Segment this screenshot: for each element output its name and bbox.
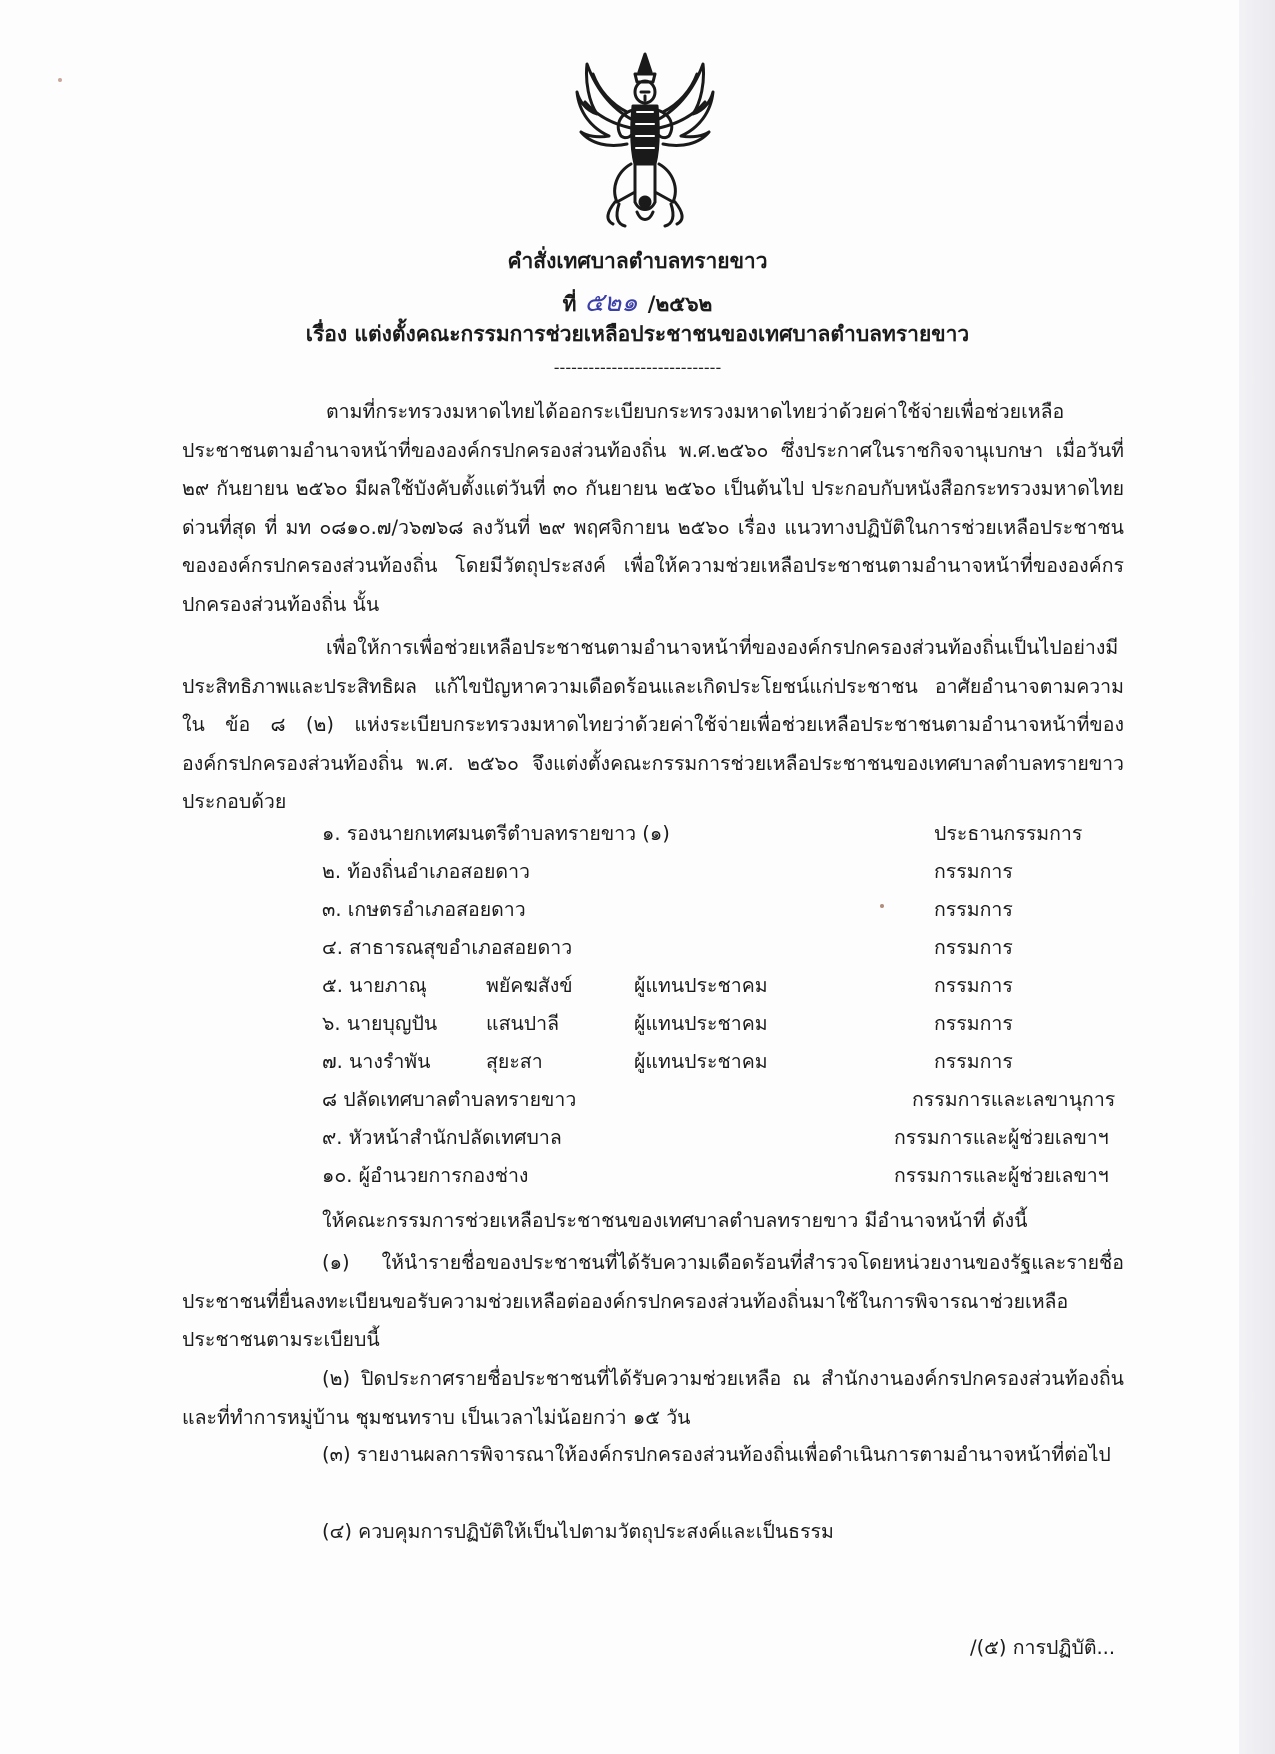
committee-member: [322, 970, 1122, 1008]
order-title: คำสั่งเทศบาลตำบลทรายขาว: [507, 249, 768, 273]
member-name: ๘ ปลัดเทศบาลตำบลทรายขาว: [322, 1088, 577, 1111]
duty-item: (๒) ปิดประกาศรายชื่อประชาชนที่ได้รับความช่วยเหลือ ณ สำนักงานองค์กรปกครองส่วนท้องถิ่นและที่ทำการหมู่บ้าน ชุมชนทราบ เป็นเวลาไม่น้อยกว่า ๑๕ วัน: [182, 1367, 1124, 1429]
member-representative: ผู้แทนประชาคม: [634, 974, 768, 997]
member-name: ๑๐. ผู้อำนวยการกองช่าง: [322, 1164, 529, 1187]
member-representative: ผู้แทนประชาคม: [634, 1012, 768, 1035]
member-role: กรรมการ: [934, 860, 1013, 883]
duty-item: (๓) รายงานผลการพิจารณาให้องค์กรปกครองส่วนท้องถิ่นเพื่อดำเนินการตามอำนาจหน้าที่ต่อไป: [322, 1443, 1111, 1466]
handwritten-number: ๕๒๑: [584, 288, 638, 318]
committee-member: [322, 818, 1122, 856]
member-role: กรรมการและเลขานุการ: [912, 1088, 1116, 1111]
order-subject: เรื่อง แต่งตั้งคณะกรรมการช่วยเหลือประชาชนของเทศบาลตำบลทรายขาว: [305, 322, 970, 346]
duty-item: (๑) ให้นำรายชื่อของประชาชนที่ได้รับความเดือดร้อนที่สำรวจโดยหน่วยงานของรัฐและรายชื่อประชาชนที่ยื่นลงทะเบียนขอรับความช่วยเหลือต่อองค์กรปกครองส่วนท้องถิ่นมาใช้ในการพิจารณาช่วยเหลือประชาชนตามระเบียบนี้: [182, 1251, 1124, 1352]
separator-line: -----------------------------: [553, 358, 722, 377]
number-year: /๒๕๖๒: [647, 292, 713, 316]
member-surname: สุยะสา: [486, 1050, 543, 1073]
committee-member: [322, 932, 1122, 970]
member-role: กรรมการและผู้ช่วยเลขาฯ: [894, 1126, 1109, 1149]
member-role: กรรมการ: [934, 1050, 1013, 1073]
continued-marker: /(๕) การปฏิบัติ...: [970, 1636, 1116, 1659]
member-representative: ผู้แทนประชาคม: [634, 1050, 768, 1073]
member-surname: แสนปาลี: [486, 1012, 560, 1035]
member-name: ๖. นายบุญปัน: [322, 1012, 438, 1035]
member-role: กรรมการ: [934, 936, 1013, 959]
member-surname: พยัคฆสังข์: [486, 974, 573, 997]
committee-member: [322, 1084, 1122, 1122]
member-name: ๓. เกษตรอำเภอสอยดาว: [322, 898, 526, 921]
member-name: ๔. สาธารณสุขอำเภอสอยดาว: [322, 936, 573, 959]
committee-member: [322, 894, 1122, 932]
committee-member: [322, 1160, 1122, 1198]
committee-member: [322, 1122, 1122, 1160]
member-name: ๙. หัวหน้าสำนักปลัดเทศบาล: [322, 1126, 562, 1149]
number-prefix: ที่: [562, 292, 577, 316]
member-name: ๑. รองนายกเทศมนตรีตำบลทรายขาว (๑): [322, 822, 670, 845]
order-number: [0, 282, 1275, 323]
member-role: กรรมการ: [934, 974, 1013, 997]
duties-intro: ให้คณะกรรมการช่วยเหลือประชาชนของเทศบาลตำบลทรายขาว มีอำนาจหน้าที่ ดังนี้: [322, 1209, 1028, 1232]
garuda-emblem: [575, 52, 715, 230]
committee-member: [322, 856, 1122, 894]
paragraph-background: ตามที่กระทรวงมหาดไทยได้ออกระเบียบกระทรวงมหาดไทยว่าด้วยค่าใช้จ่ายเพื่อช่วยเหลือประชาชนตามอำนาจหน้าที่ขององค์กรปกครองส่วนท้องถิ่น พ.ศ.๒๕๖๐ ซึ่งประกาศในราชกิจจานุเบกษา เมื่อวันที่ ๒๙ กันยายน ๒๕๖๐ มีผลใช้บังคับตั้งแต่วันที่ ๓๐ กันยายน ๒๕๖๐ เป็นต้นไป ประกอบกับหนังสือกระทรวงมหาดไทย ด่วนที่สุด ที่ มท ๐๘๑๐.๗/ว๖๗๖๘ ลงวันที่ ๒๙ พฤศจิกายน ๒๕๖๐ เรื่อง แนวทางปฏิบัติในการช่วยเหลือประชาชนขององค์กรปกครองส่วนท้องถิ่น โดยมีวัตถุประสงค์ เพื่อให้ความช่วยเหลือประชาชนตามอำนาจหน้าที่ขององค์กรปกครองส่วนท้องถิ่น นั้น: [182, 400, 1124, 616]
committee-member: [322, 1046, 1122, 1084]
committee-member: [322, 1008, 1122, 1046]
paragraph-appointment: เพื่อให้การเพื่อช่วยเหลือประชาชนตามอำนาจหน้าที่ขององค์กรปกครองส่วนท้องถิ่นเป็นไปอย่างมีประสิทธิภาพและประสิทธิผล แก้ไขปัญหาความเดือดร้อนและเกิดประโยชน์แก่ประชาชน อาศัยอำนาจตามความใน ข้อ ๘ (๒) แห่งระเบียบกระทรวงมหาดไทยว่าด้วยค่าใช้จ่ายเพื่อช่วยเหลือประชาชนตามอำนาจหน้าที่ขององค์กรปกครองส่วนท้องถิ่น พ.ศ. ๒๕๖๐ จึงแต่งตั้งคณะกรรมการช่วยเหลือประชาชนของเทศบาลตำบลทรายขาว ประกอบด้วย: [182, 636, 1124, 814]
paper-speck: [58, 78, 62, 82]
member-role: กรรมการ: [934, 898, 1013, 921]
member-role: ประธานกรรมการ: [934, 822, 1083, 845]
member-role: กรรมการและผู้ช่วยเลขาฯ: [894, 1164, 1109, 1187]
member-name: ๕. นายภาณุ: [322, 974, 427, 997]
member-name: ๒. ท้องถิ่นอำเภอสอยดาว: [322, 860, 530, 883]
member-role: กรรมการ: [934, 1012, 1013, 1035]
member-name: ๗. นางรำพัน: [322, 1050, 431, 1073]
duty-item: (๔) ควบคุมการปฏิบัติให้เป็นไปตามวัตถุประสงค์และเป็นธรรม: [322, 1520, 834, 1543]
